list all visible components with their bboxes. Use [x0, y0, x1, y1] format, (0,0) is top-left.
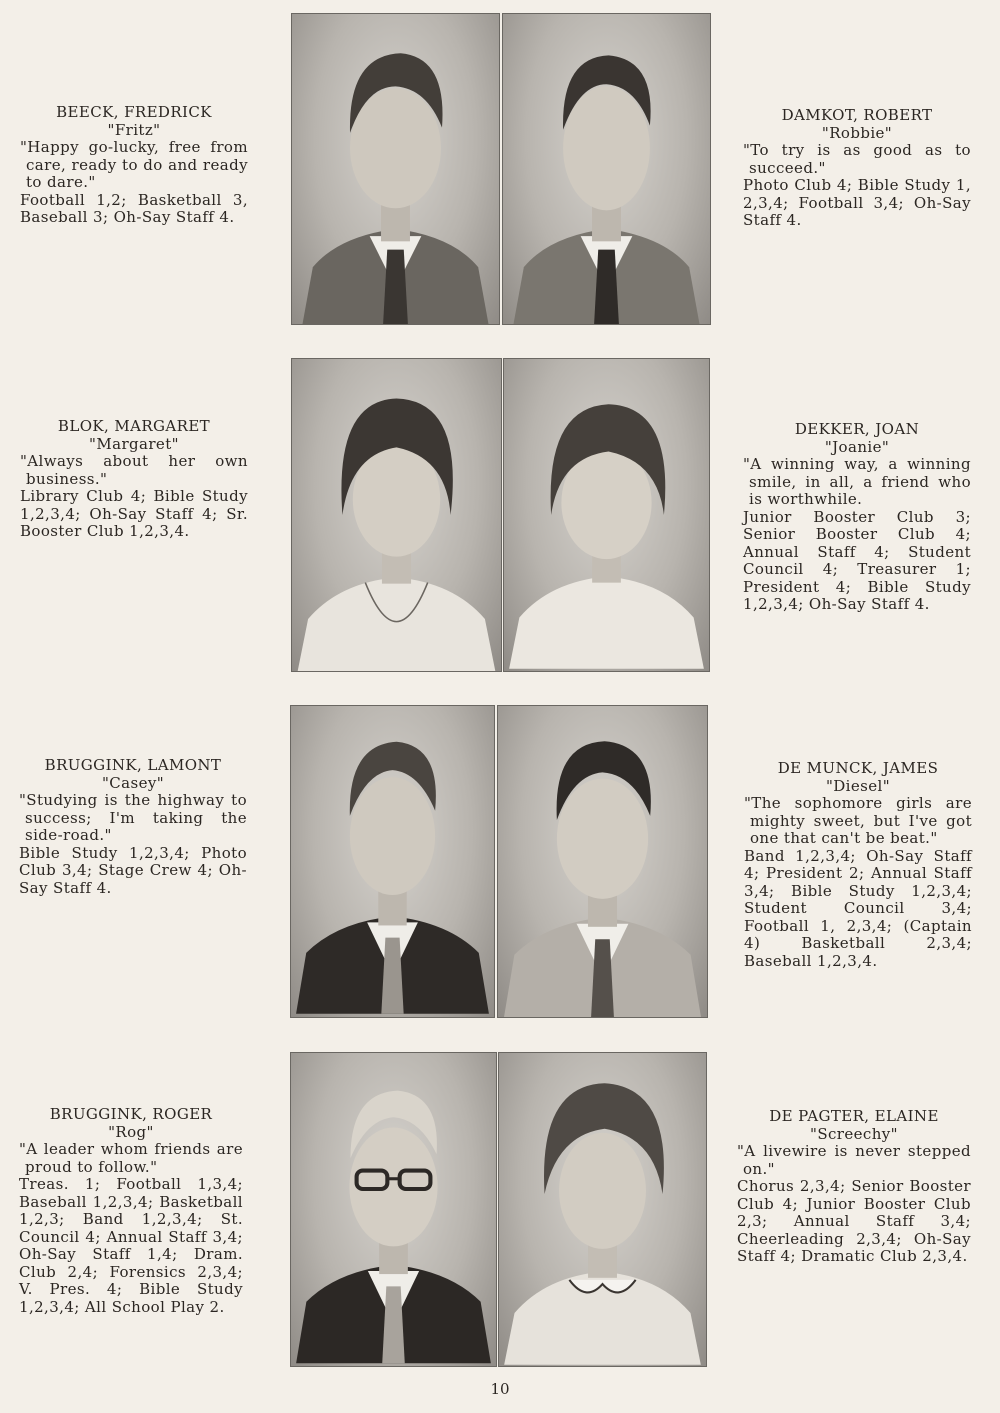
- student-quote: "The sophomore girls are mighty sweet, but I've got one that can't be beat.": [744, 794, 972, 847]
- portrait-photo-blok: [291, 358, 502, 672]
- student-quote: "A winning way, a winning smile, in all, a friend who is worthwhile.: [743, 455, 971, 508]
- student-activities: Library Club 4; Bible Study 1,2,3,4; Oh-Say Staff 4; Sr. Booster Club 1,2,3,4.: [20, 487, 248, 540]
- female-portrait: [292, 359, 501, 671]
- student-name: BRUGGINK, LAMONT: [44, 756, 222, 774]
- student-nickname: "Joanie": [824, 437, 890, 456]
- portrait-photo-bruggink-roger: [290, 1052, 497, 1367]
- student-bio-bruggink-lamont: [19, 757, 247, 897]
- male-portrait: [291, 1053, 496, 1366]
- student-nickname: "Casey": [101, 773, 165, 792]
- student-activities: Chorus 2,3,4; Senior Booster Club 4; Junior Booster Club 2,3; Annual Staff 3,4; Cheerleading 2,3,4; Oh-Say Staff 4; Dramatic Club 2,3,4.: [737, 1177, 971, 1265]
- student-quote: "To try is as good as to succeed.": [743, 141, 971, 177]
- male-portrait: [503, 14, 710, 324]
- student-bio-beeck: [20, 104, 248, 227]
- page-number: 10: [490, 1380, 510, 1398]
- student-quote: "Always about her own business.": [20, 452, 248, 488]
- student-nickname: "Screechy": [810, 1124, 898, 1143]
- student-activities: Treas. 1; Football 1,3,4; Baseball 1,2,3,4; Basketball 1,2,3; Band 1,2,3,4; St. Council 4; Annual Staff 3,4; Oh-Say Staff 1,4; Dram. Club 2,4; Forensics 2,3,4; V. Pres. 4; Bible Study 1,2,3,4; All School Play 2.: [19, 1175, 243, 1316]
- student-nickname: "Rog": [108, 1122, 154, 1141]
- student-nickname: "Robbie": [821, 123, 893, 142]
- student-bio-de-munck: [744, 760, 972, 970]
- student-quote: "Studying is the highway to success; I'm taking the side-road.": [19, 791, 247, 844]
- student-name: BLOK, MARGARET: [57, 417, 211, 435]
- portrait-photo-damkot: [502, 13, 711, 325]
- student-name: BEECK, FREDRICK: [56, 103, 212, 121]
- student-bio-blok: [20, 418, 248, 541]
- student-nickname: "Fritz": [107, 120, 161, 139]
- female-portrait: [504, 359, 709, 671]
- student-quote: "A livewire is never stepped on.": [737, 1142, 971, 1178]
- male-portrait: [292, 14, 499, 324]
- male-portrait: [291, 706, 494, 1017]
- student-bio-damkot: [743, 107, 971, 230]
- student-name: BRUGGINK, ROGER: [49, 1105, 213, 1123]
- male-portrait: [498, 706, 707, 1017]
- portrait-photo-beeck: [291, 13, 500, 325]
- portrait-photo-de-pagter: [498, 1052, 707, 1367]
- student-quote: "Happy go-lucky, free from care, ready to do and ready to dare.": [20, 138, 248, 191]
- student-name: DAMKOT, ROBERT: [781, 106, 933, 124]
- portrait-photo-de-munck: [497, 705, 708, 1018]
- student-nickname: "Margaret": [89, 434, 179, 453]
- student-name: DE MUNCK, JAMES: [777, 759, 939, 777]
- student-nickname: "Diesel": [825, 776, 891, 795]
- student-activities: Band 1,2,3,4; Oh-Say Staff 4; President 2; Annual Staff 3,4; Bible Study 1,2,3,4; Student Council 3,4; Football 1, 2,3,4; (Captain 4) Basketball 2,3,4; Baseball 1,2,3,4.: [744, 846, 972, 970]
- female-portrait: [499, 1053, 706, 1366]
- student-name: DE PAGTER, ELAINE: [769, 1107, 939, 1125]
- student-bio-dekker: [743, 421, 971, 614]
- student-bio-bruggink-roger: [19, 1106, 243, 1316]
- student-activities: Junior Booster Club 3; Senior Booster Club 4; Annual Staff 4; Student Council 4; Treasurer 1; President 4; Bible Study 1,2,3,4; Oh-Say Staff 4.: [743, 507, 971, 613]
- student-activities: Bible Study 1,2,3,4; Photo Club 3,4; Stage Crew 4; Oh-Say Staff 4.: [19, 843, 247, 897]
- student-activities: Football 1,2; Basketball 3, Baseball 3; Oh-Say Staff 4.: [20, 190, 248, 226]
- student-bio-de-pagter: [737, 1108, 971, 1266]
- portrait-photo-bruggink-lamont: [290, 705, 495, 1018]
- student-quote: "A leader whom friends are proud to follow.": [19, 1140, 243, 1176]
- student-activities: Photo Club 4; Bible Study 1, 2,3,4; Football 3,4; Oh-Say Staff 4.: [743, 176, 971, 229]
- portrait-photo-dekker: [503, 358, 710, 672]
- student-name: DEKKER, JOAN: [794, 420, 920, 438]
